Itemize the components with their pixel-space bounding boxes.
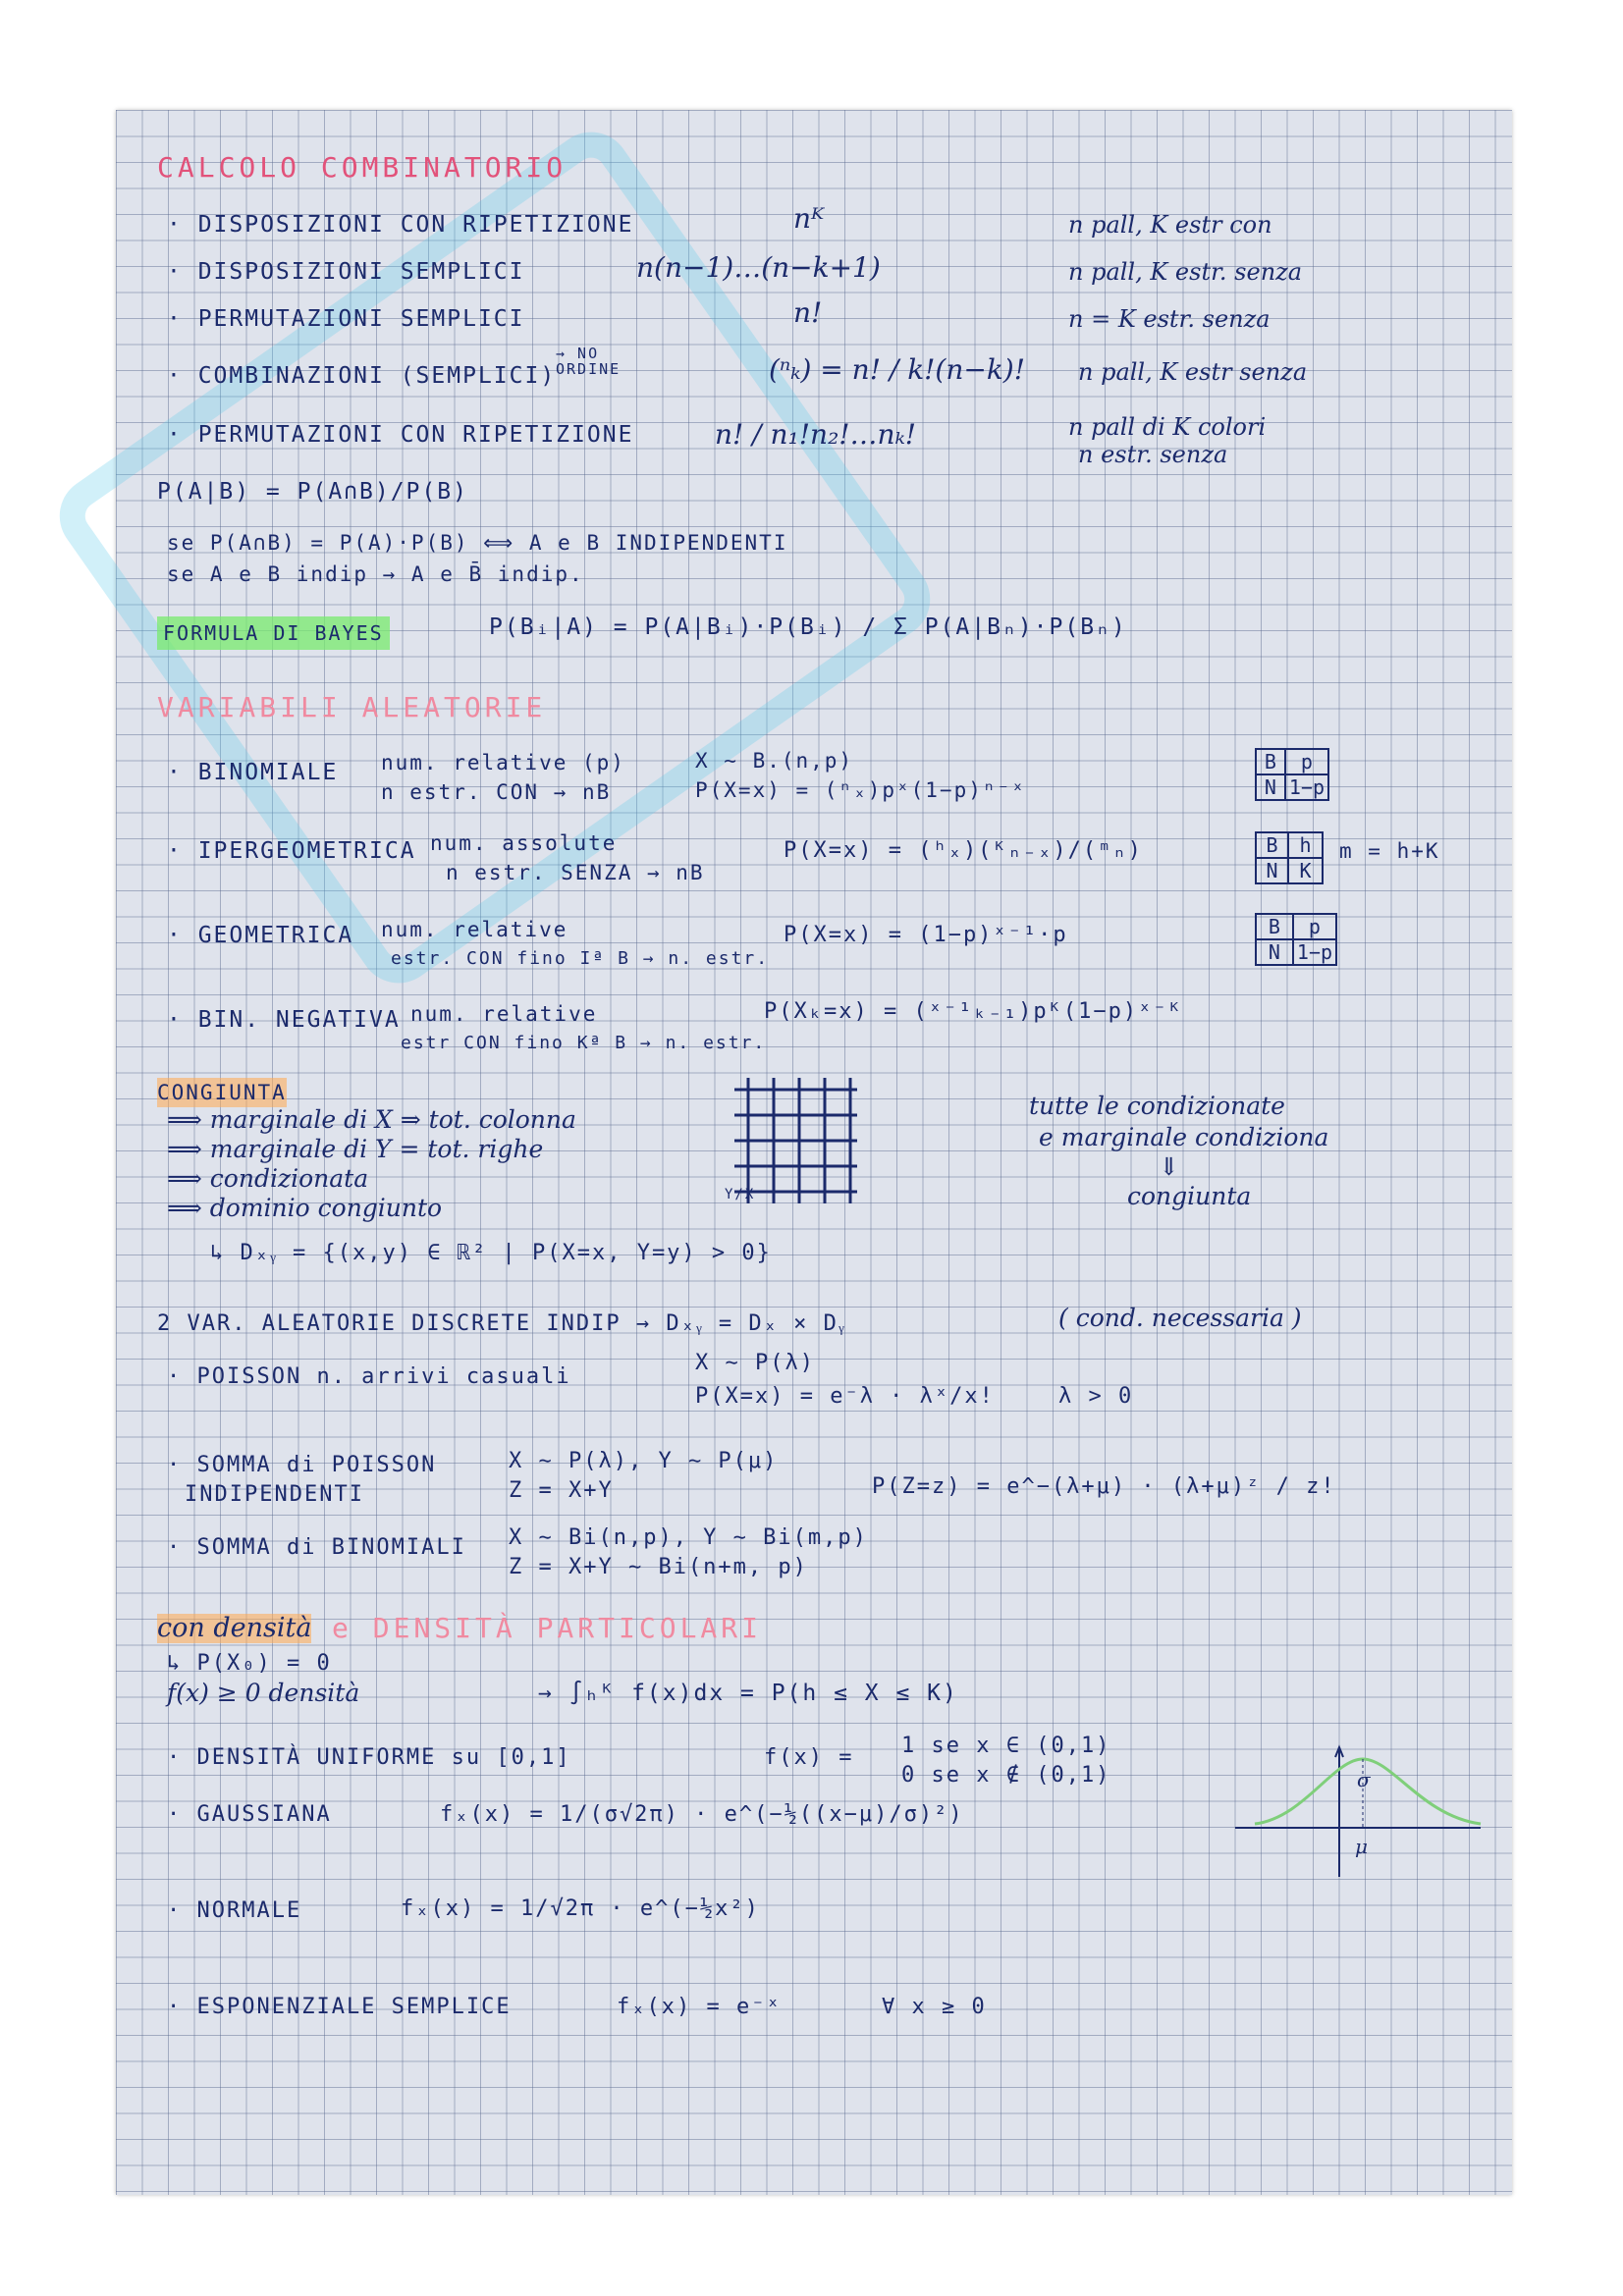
var-label-1: · IPERGEOMETRICA: [167, 838, 416, 864]
notebook-page: [116, 110, 1512, 2195]
uniforme-case-2: 0 se x ∉ (0,1): [901, 1763, 1111, 1788]
gauss-label: · GAUSSIANA: [167, 1802, 332, 1827]
densita-p1: ↳ P(X₀) = 0: [167, 1651, 332, 1676]
comb-label-2: · PERMUTAZIONI SEMPLICI: [167, 306, 525, 332]
comb-label-0: · DISPOSIZIONI CON RIPETIZIONE: [167, 212, 634, 238]
box-cell: p: [1300, 750, 1313, 774]
comb-formula-0: nᴷ: [793, 202, 825, 235]
congiunta-side-1: tutte le condizionate: [1029, 1092, 1285, 1120]
poisson-f2: P(X=x) = e⁻λ · λˣ/x!: [695, 1384, 995, 1409]
comb-note-1: n pall, K estr. senza: [1068, 258, 1303, 286]
gaussian-curve-sketch: [1235, 1730, 1490, 1887]
somma-poisson-label-1: · SOMMA di POISSON: [167, 1453, 437, 1477]
poisson-lambda-cond: λ > 0: [1058, 1384, 1134, 1409]
box-cell: N: [1257, 857, 1289, 882]
var-desc1-1: num. assolute: [430, 831, 618, 855]
var-desc2-2: estr. CON fino Iª B → n. estr.: [391, 948, 770, 969]
geometric-box: [1255, 913, 1337, 966]
dominio-congiunto: ↳ Dₓᵧ = {(x,y) ∈ ℝ² | P(X=x, Y=y) > 0}: [210, 1241, 772, 1265]
var-f1-0: X ∼ B.(n,p): [695, 749, 854, 773]
var-label-3: · BIN. NEGATIVA: [167, 1007, 401, 1033]
box-cell: B: [1257, 915, 1294, 938]
congiunta-side-3: congiunta: [1127, 1182, 1252, 1210]
uniforme-f: f(x) =: [764, 1745, 854, 1770]
box-cell: K: [1289, 857, 1322, 882]
var-desc1-0: num. relative (p): [381, 751, 625, 774]
somma-poisson-f2: Z = X+Y: [509, 1478, 614, 1503]
binomial-box: [1255, 748, 1329, 801]
esponenziale-f: fₓ(x) = e⁻ˣ: [617, 1995, 782, 2019]
bayes-label: FORMULA DI BAYES: [157, 616, 390, 650]
gauss-f: fₓ(x) = 1/(σ√2π) · e^(−½((x−μ)/σ)²): [440, 1802, 964, 1827]
hypergeometric-note: m = h+K: [1339, 839, 1440, 863]
comb-note-2: n = K estr. senza: [1068, 305, 1271, 333]
var-desc1-3: num. relative: [410, 1002, 598, 1026]
somma-poisson-result: P(Z=z) = e^−(λ+μ) · (λ+μ)ᶻ / z!: [872, 1474, 1336, 1499]
box-cell: p: [1308, 915, 1321, 938]
comb-label-3: · COMBINAZIONI (SEMPLICI): [167, 363, 557, 389]
independence-line-2: se A e B indip → A e B̄ indip.: [167, 562, 584, 586]
independence-line-1: se P(A∩B) = P(A)·P(B) ⟺ A e B INDIPENDENTI: [167, 531, 788, 555]
curve-mu-label: μ: [1355, 1835, 1368, 1858]
box-cell: 1−p: [1294, 938, 1335, 964]
section-title-densita-b: e DENSITÀ PARTICOLARI: [332, 1612, 763, 1644]
comb-note-4: n pall di K colori: [1068, 413, 1267, 441]
poisson-f1: X ∼ P(λ): [695, 1351, 815, 1375]
comb-note-0: n pall, K estr con: [1068, 211, 1272, 239]
joint-grid-axis-label: Y/X: [725, 1187, 756, 1202]
var-desc2-1: n estr. SENZA → nB: [446, 861, 705, 884]
var-f2-0: P(X=x) = (ⁿₓ)pˣ(1−p)ⁿ⁻ˣ: [695, 778, 1026, 802]
curve-sigma-label: σ: [1357, 1768, 1371, 1791]
uniforme-label: · DENSITÀ UNIFORME su [0,1]: [167, 1745, 571, 1770]
somma-poisson-f1: X ∼ P(λ), Y ∼ P(μ): [509, 1449, 779, 1473]
box-cell: B: [1257, 833, 1289, 857]
section-title-variabili: VARIABILI ALEATORIE: [157, 691, 547, 723]
section-title-combinatorio: CALCOLO COMBINATORIO: [157, 151, 568, 184]
densita-p2: f(x) ≥ 0 densità: [167, 1679, 360, 1707]
var-desc2-0: n estr. CON → nB: [381, 780, 612, 804]
somma-binomiali-label: · SOMMA di BINOMIALI: [167, 1535, 466, 1560]
box-cell: B: [1257, 750, 1286, 774]
var-label-0: · BINOMIALE: [167, 760, 339, 785]
hypergeometric-box: [1255, 831, 1324, 884]
box-cell: 1−p: [1286, 774, 1327, 799]
comb-formula-4: n! / n₁!n₂!…nₖ!: [715, 418, 917, 451]
comb-formula-2: n!: [793, 296, 823, 329]
comb-label-1: · DISPOSIZIONI SEMPLICI: [167, 259, 525, 285]
discrete-cond-note: ( cond. necessaria ): [1058, 1304, 1302, 1332]
box-cell: N: [1257, 774, 1286, 799]
congiunta-item-0: ⟹ marginale di X ⇒ tot. colonna: [167, 1105, 576, 1134]
conditional-probability: P(A|B) = P(A∩B)/P(B): [157, 479, 468, 505]
poisson-label: · POISSON n. arrivi casuali: [167, 1364, 571, 1389]
normale-f: fₓ(x) = 1/√2π · e^(−½x²): [401, 1896, 760, 1921]
congiunta-item-2: ⟹ condizionata: [167, 1164, 369, 1193]
discrete-indep-line: 2 VAR. ALEATORIE DISCRETE INDIP → Dₓᵧ = Dₓ × Dᵧ: [157, 1311, 846, 1336]
uniforme-case-1: 1 se x ∈ (0,1): [901, 1734, 1111, 1758]
densita-p3: → ∫ₕᴷ f(x)dx = P(h ≤ X ≤ K): [538, 1681, 958, 1706]
somma-binomiali-f2: Z = X+Y ∼ Bi(n+m, p): [509, 1555, 808, 1579]
box-cell: N: [1257, 938, 1294, 964]
congiunta-item-1: ⟹ marginale di Y = tot. righe: [167, 1135, 544, 1163]
section-title-densita-a: con densità: [157, 1613, 312, 1643]
congiunta-side-arrow: ⇓: [1159, 1152, 1179, 1181]
comb-formula-1: n(n−1)…(n−k+1): [636, 251, 881, 284]
var-f1-3: P(Xₖ=x) = (ˣ⁻¹ₖ₋₁)pᴷ(1−p)ˣ⁻ᴷ: [764, 999, 1183, 1024]
somma-poisson-label-2: INDIPENDENTI: [185, 1482, 364, 1507]
esponenziale-cond: ∀ x ≥ 0: [882, 1995, 987, 2019]
comb-note-extra: n estr. senza: [1078, 441, 1228, 468]
bayes-formula: P(Bᵢ|A) = P(A|Bᵢ)·P(Bᵢ) / Σ P(A|Bₙ)·P(Bₙ): [489, 614, 1127, 640]
somma-binomiali-f1: X ∼ Bi(n,p), Y ∼ Bi(m,p): [509, 1525, 868, 1550]
var-label-2: · GEOMETRICA: [167, 923, 354, 948]
normale-label: · NORMALE: [167, 1898, 302, 1923]
comb-label-4: · PERMUTAZIONI CON RIPETIZIONE: [167, 422, 634, 448]
congiunta-title: CONGIUNTA: [157, 1078, 287, 1107]
esponenziale-label: · ESPONENZIALE SEMPLICE: [167, 1995, 512, 2019]
box-cell: h: [1299, 833, 1312, 857]
congiunta-side-2: e marginale condiziona: [1039, 1123, 1329, 1151]
comb-note-3: n pall, K estr senza: [1078, 358, 1308, 386]
var-desc2-3: estr CON fino Kª B → n. estr.: [401, 1033, 767, 1053]
congiunta-item-3: ⟹ dominio congiunto: [167, 1194, 443, 1222]
var-desc1-2: num. relative: [381, 918, 568, 941]
var-f1-2: P(X=x) = (1−p)ˣ⁻¹·p: [784, 923, 1068, 947]
comb-formula-3: (ⁿₖ) = n! / k!(n−k)!: [769, 353, 1025, 386]
var-f1-1: P(X=x) = (ʰₓ)(ᴷₙ₋ₓ)/(ᵐₙ): [784, 838, 1143, 863]
no-ordine-note: → NO ORDINE: [556, 345, 622, 378]
